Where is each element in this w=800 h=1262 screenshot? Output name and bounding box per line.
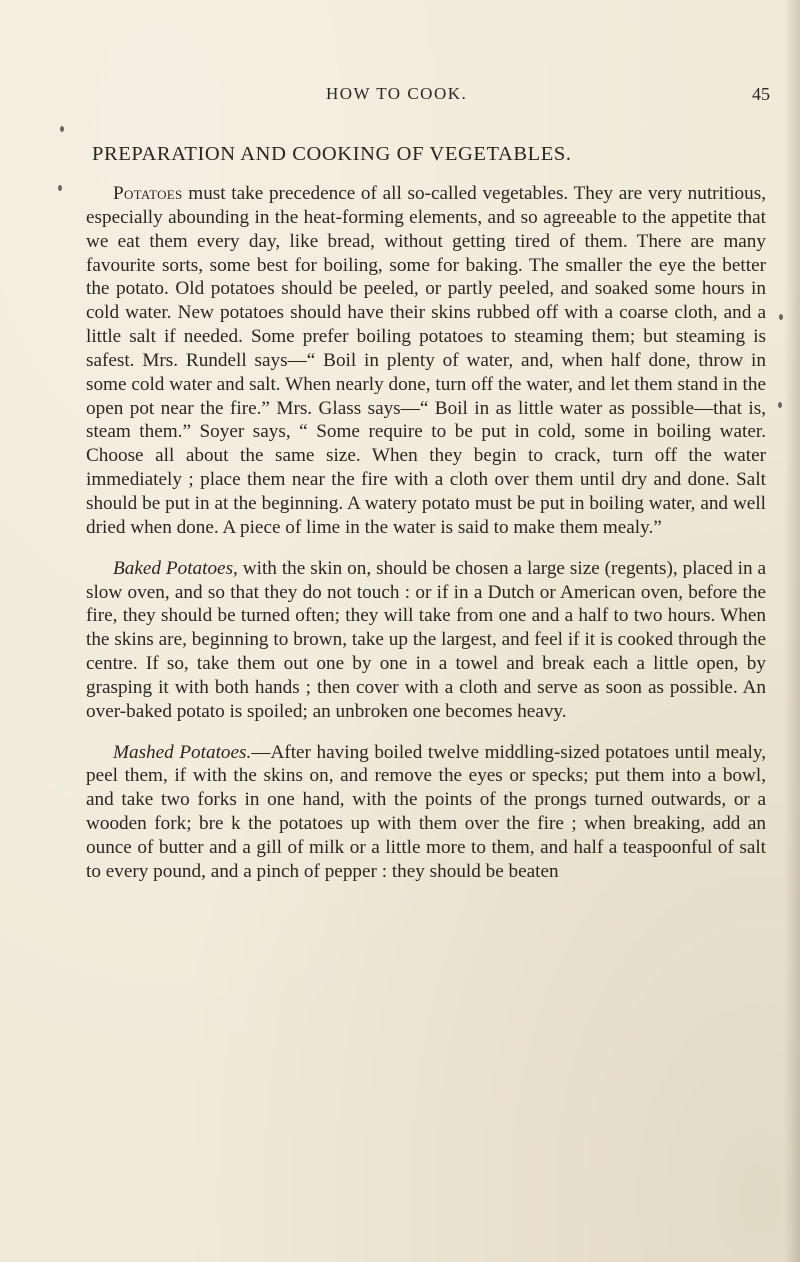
margin-speck: [779, 314, 783, 320]
body-text: [86, 182, 766, 901]
paragraph-potatoes: [86, 182, 766, 540]
margin-speck: [60, 126, 64, 132]
margin-speck: [58, 185, 62, 191]
page-edge-shadow: [784, 0, 800, 1262]
chapter-title: PREPARATION AND COOKING OF VEGETABLES.: [92, 143, 572, 165]
paragraph-baked-potatoes: [86, 557, 766, 724]
paragraph-text: must take precedence of all so-called vegetables. They are very nutritious, especially abounding in the heat-forming elements, and so agreeable to the appetite that we eat them every day, like bread, without getting tired of them. There are many favourite sorts, some best for boiling, some for baking. The smaller the eye the better the potato. Old potatoes should be peeled, or partly peeled, and soaked some hours in cold water. New potatoes should have their skins rubbed off with a coarse cloth, and a little salt if needed. Some prefer boiling potatoes to steaming them; but steaming is safest. Mrs. Rundell says—“ Boil in plenty of water, and, when half done, throw in some cold water and salt. When nearly done, turn off the water, and let them stand in the open pot near the fire.” Mrs. Glass says—“ Boil in as little water as possible—that is, steam them.” Soyer says, “ Some require to be put in cold, some in boiling water. Choose all about the same size. When they begin to crack, turn off the water immediately ; place them near the fire with a cloth over them until dry and done. Salt should be put in at the beginning. A watery potato must be put in boiling water, and well dried when done. A piece of lime in the water is said to make them mealy.”: [86, 183, 766, 538]
paragraph-lead: Baked Potatoes,: [113, 557, 238, 579]
running-title: HOW TO COOK.: [326, 84, 468, 103]
running-head: [0, 84, 800, 106]
paragraph-mashed-potatoes: [86, 741, 766, 884]
paragraph-lead: Mashed Potatoes.: [113, 741, 252, 763]
paragraph-text: with the skin on, should be chosen a large size (regents), placed in a slow oven, and so that they do not touch : or if in a Dutch or American oven, before the fire, they should be turned often; they will take from one and a half to two hours. When the skins are, beginning to brown, take up the largest, and feel if it is cooked through the centre. If so, take them out one by one in a towel and break each a little open, by grasping it with both hands ; then cover with a cloth and serve as soon as possible. An over-baked potato is spoiled; an unbroken one becomes heavy.: [86, 557, 766, 722]
margin-speck: [778, 402, 782, 408]
paragraph-text: —After having boiled twelve middling-sized potatoes until mealy, peel them, if with the skins on, and remove the eyes or specks; put them into a bowl, and take two forks in one hand, with the points of the prongs turned outwards, or a wooden fork; bre k the potatoes up with them over the fire ; when breaking, add an ounce of butter and a gill of milk or a little more to them, and half a teaspoonful of salt to every pound, and a pinch of pepper : they should be beaten: [86, 741, 766, 882]
page-number: 45: [752, 84, 770, 104]
paragraph-lead: Potatoes: [113, 183, 183, 204]
